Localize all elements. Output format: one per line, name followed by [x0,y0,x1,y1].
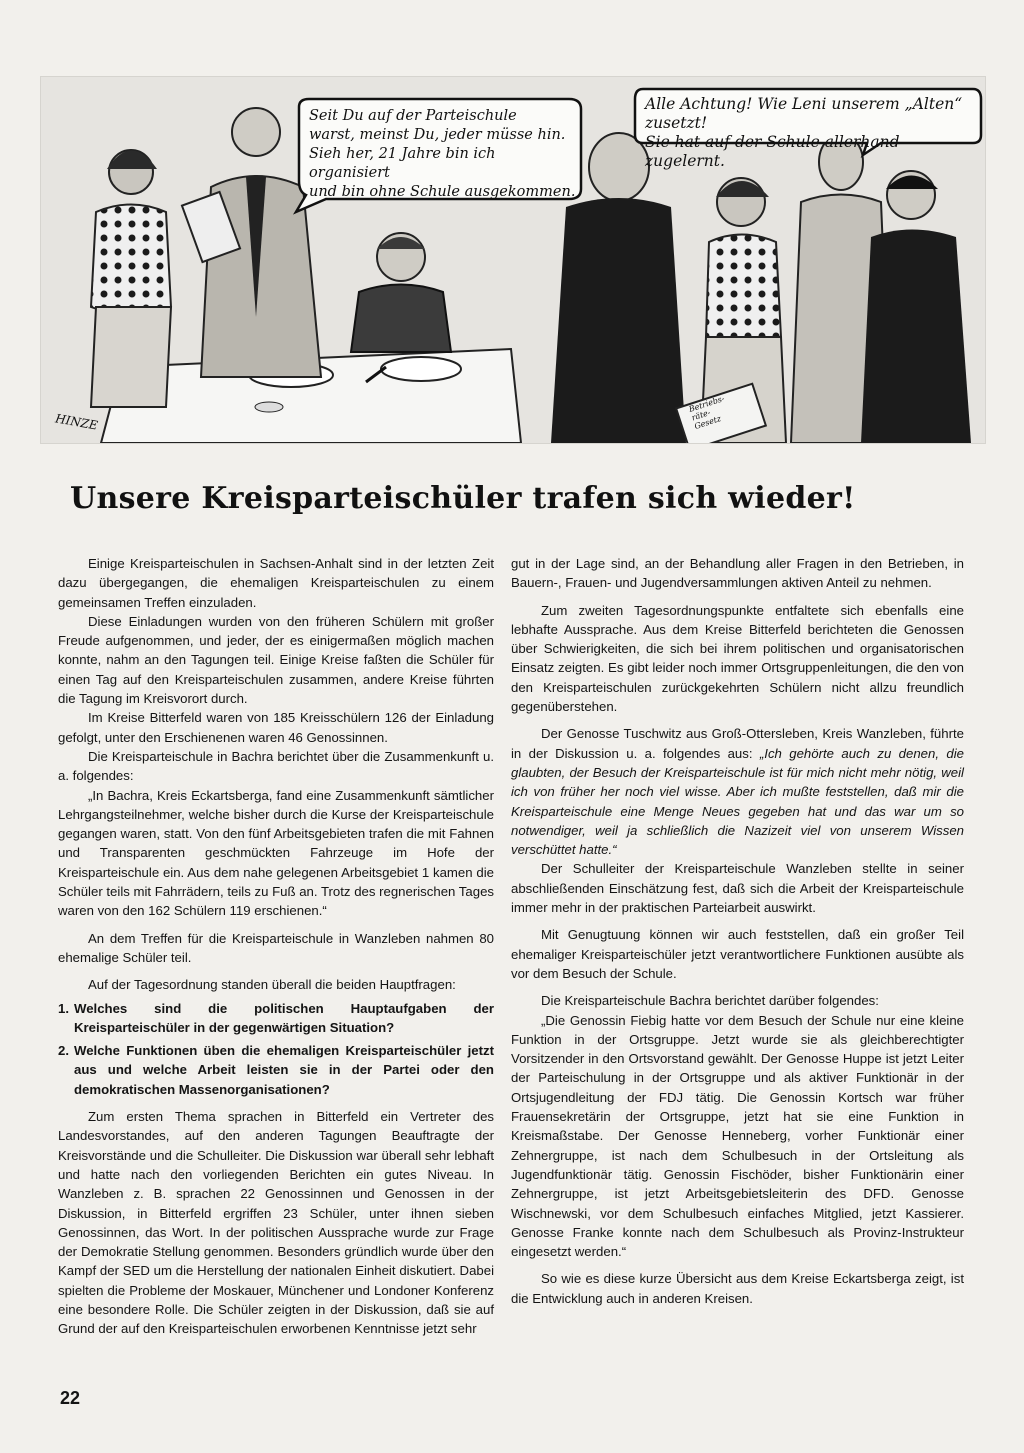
paragraph: Diese Einladungen wurden von den früheren Schülern mit großer Freude aufgenommen, und jeder, der es einigermaßen möglich machen konnte, nahm an den Tagungen teil. Einige Kreise faßten die Schüler für einen Tag auf den Kreisparteischulen zusammen, andere Kreise führten die Tagung im Kreisvorort durch. [58,613,494,707]
cartoon-illustration [40,76,986,444]
book-label: Betriebs- räte- Gesetz [687,393,726,432]
quote-paragraph: „In Bachra, Kreis Eckartsberga, fand eine Zusammenkunft sämtlicher Lehrgangsteilnehmer, welche bisher durch die Kurse der Kreisparteischule gegangen waren, statt. Von den fünf Arbeitsgebieten trafen die mit Fahnen und Transparenten geschmückten Fahrzeuge im Hofe der Kreisparteischule ein. Aus dem nahe gelegenen Arbeitsgebiet 1 kamen die Schüler teils mit Fahrrädern, teils zu Fuß an. Trotz des regnerischen Tages waren von den 162 Schülern 119 erschienen.“ [58,787,494,919]
artist-signature: HINZE [54,411,99,433]
paragraph: An dem Treffen für die Kreisparteischule in Wanzleben nahmen 80 ehemalige Schüler teil. [58,930,494,965]
seated-man-figure [351,233,451,352]
question-item-1 [58,999,494,1038]
paragraph: Die Kreisparteischule Bachra berichtet darüber folgendes: [541,993,879,1009]
quote-paragraph: „Die Genossin Fiebig hatte vor dem Besuch der Schule nur eine kleine Funktion in der Ortsgruppe. Jetzt wurde sie als gleichberechtigter Vorsitzender in den Ortsvorstand gewählt. Der Genosse Huppe ist jetzt Leiter der Parteischulung in der Ortsgruppe und als aktiver Funktionär in der Ortsjugendleitung der FDJ tätig. Die Genossin Kortsch war früher Frauensekretärin der Ortsgruppe, jetzt hat sie eine Funktion in Kreismaßstabe. Der Genosse Henneberg, vorher Funktionär einer Zehnergruppe, ist nach dem Schulbesuch in der Ortsleitung als Jugendfunktionär tätig. Genossin Fischöder, bisher Funktionärin einer Zehnergruppe, ist jetzt Arbeitsgebietsleiterin des DFD. Genosse Wischnewski, vor dem Schulbesuch einfaches Mitglied, jetzt Kassierer. Genosse Franke konnte nach dem Schulbesuch als Provinz-Instrukteur eingesetzt werden.“ [511,1012,964,1260]
speech-bubble-left-text: Seit Du auf der Parteischule warst, meinst Du, jeder müsse hin. Sieh her, 21 Jahre bin ich organisiert und bin ohne Schule ausgekommen. [309,108,576,200]
paragraph: Die Kreisparteischule in Bachra berichtet über die Zusammenkunft u. a. folgendes: [58,748,494,784]
paragraph: Im Kreise Bitterfeld waren von 185 Kreisschülern 126 der Einladung gefolgt, unter den Erschienenen waren 46 Genossinnen. [58,710,494,745]
speech-bubble-right-text: Alle Achtung! Wie Leni unserem „Alten“ zusetzt! Sie hat auf der Schule allerhand zugelernt. [645,95,963,170]
paragraph: Zum zweiten Tagesordnungspunkte entfaltete sich ebenfalls eine lebhafte Aussprache. Aus dem Kreise Bitterfeld berichteten die Genossen über Schwierigkeiten, die sich bei ihrem politischen und organisatorischen Einsatz zeigten. Es gibt leider noch immer Ortsgruppenleitungen, die den von den Kreisparteischulen zurückgekehrten Schülern nicht allzu freundlich gegenüberstehen. [511,602,964,715]
paragraph: Mit Genugtuung können wir auch feststellen, daß ein großer Teil ehemaliger Kreisparteischüler jetzt verantwortlichere Funktionen ausübte als vor dem Besuch der Schule. [511,927,964,981]
article-column-left [58,554,494,1339]
question-number: 2. [58,1043,69,1059]
question-text: Welches sind die politischen Hauptaufgaben der Kreisparteischüler in der gegenwärtigen Situation? [74,1000,494,1035]
paragraph: gut in der Lage sind, an der Behandlung aller Fragen in den Betrieben, in Bauern-, Frauen- und Jugendversammlungen aktiven Anteil zu nehmen. [511,556,964,591]
paragraph [511,724,964,859]
question-number: 1. [58,1000,69,1016]
paragraph: So wie es diese kurze Übersicht aus dem Kreise Eckartsberga zeigt, ist die Entwicklung auch in anderen Kreisen. [511,1271,964,1306]
page-number: 22 [60,1388,81,1408]
italic-quote: „Ich gehörte auch zu denen, die glaubten, der Besuch der Kreisparteischule ist für mich nicht mehr nötig, weil ich von früher her noch viel wisse. Aber ich mußte feststellen, daß mir die Kreisparteischule eine Menge Neues gegeben hat und das war um so notwendiger, weil ja schließlich die Nazizeit viel von unserem Wissen verschüttet hatte.“ [511,745,964,858]
question-item-2 [58,1041,494,1099]
paragraph: Zum ersten Thema sprachen in Bitterfeld ein Vertreter des Landesvorstandes, auf den anderen Tagungen Beauftragte der Kreisvorstände und die Schulleiter. Die Diskussion war überall sehr lebhaft und hatte nach den vorliegenden Berichten ein gutes Niveau. In Wanzleben z. B. sprachen 22 Genossinnen und Genossen in der Diskussion, in Bitterfeld ergriffen 23 Schüler, unter ihnen sieben Genossinnen, das Wort. In der politischen Aussprache wurde zur Frage der Demokratie Stellung genommen. Besonders gründlich wurde über den Kampf der SED um die Herstellung der nationalen Einheit diskutiert. Dabei spielten die Probleme der Moskauer, Münchener und Londoner Konferenz eine besondere Rolle. Die Schüler zeigten in der Diskussion, daß sie auf Grund der auf den Kreisparteischulen erworbenen Kenntnisse jetzt sehr [58,1109,494,1337]
question-text: Welche Funktionen üben die ehemaligen Kreisparteischüler jetzt aus und welche Arbeit leisten sie in der Partei oder den demokratischen Massenorganisationen? [74,1043,494,1097]
paragraph: Einige Kreisparteischulen in Sachsen-Anhalt sind in der letzten Zeit dazu übergegangen, die ehemaligen Kreisparteischulen zu einem gemeinsamen Treffen einzuladen. [58,556,494,610]
article-headline: Unsere Kreisparteischüler trafen sich wieder! [70,481,856,516]
paragraph: Der Schulleiter der Kreisparteischule Wanzleben stellte in seiner abschließenden Einschätzung fest, daß sich die Arbeit der Kreisparteischule immer mehr in der praktischen Parteiarbeit auswirkt. [511,861,964,916]
paragraph-lead: Der Genosse Tuschwitz aus Groß-Ottersleben, Kreis Wanzleben, führte in der Diskussion u. a. folgendes aus: [511,726,964,761]
spoon [255,402,283,412]
article-column-right [511,554,964,1308]
paragraph: Auf der Tagesordnung standen überall die beiden Hauptfragen: [88,977,456,993]
plate-right [381,357,461,381]
woman-left-figure [91,150,171,407]
